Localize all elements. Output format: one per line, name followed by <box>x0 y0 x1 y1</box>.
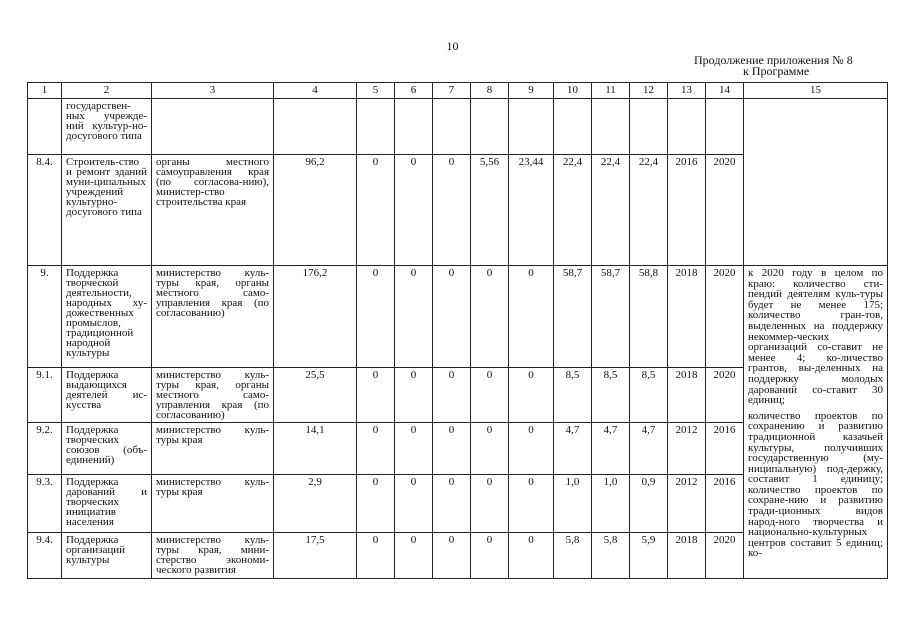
total-funding: 17,5 <box>274 533 357 579</box>
expected-result <box>744 99 888 266</box>
funding-value: 22,4 <box>630 155 668 266</box>
funding-value: 0 <box>433 266 471 368</box>
executor: министерство куль-туры края, органы местного само-управления края (по согласованию) <box>152 368 274 423</box>
start-year <box>668 99 706 155</box>
funding-value: 4,7 <box>554 423 592 475</box>
start-year: 2016 <box>668 155 706 266</box>
executor: органы местного самоуправления края (по согласова-нию), министер-ство строительства края <box>152 155 274 266</box>
funding-value: 0 <box>471 533 509 579</box>
column-header: 4 <box>274 83 357 99</box>
appendix-continuation-title: Продолжение приложения № 8 <box>694 53 853 67</box>
funding-value: 0 <box>395 368 433 423</box>
row-number: 8.4. <box>28 155 62 266</box>
funding-value: 0 <box>433 423 471 475</box>
measure-name: Поддержка выдающихся деятелей ис-кусства <box>62 368 152 423</box>
expected-result-paragraph: к 2020 году в целом по краю: количество сти-пендий деятелям куль-туры будет не менее 175; количество гран-тов, выделенных на поддержку некоммер-ческих организаций со-ставит не менее 4; ко-личество грантов, вы-деленных на поддержку молодых дарований со-ставит 30 единиц; <box>748 267 883 407</box>
column-header: 12 <box>630 83 668 99</box>
funding-value: 0 <box>509 266 554 368</box>
funding-value: 0 <box>395 155 433 266</box>
funding-value: 4,7 <box>592 423 630 475</box>
total-funding: 25,5 <box>274 368 357 423</box>
column-header: 8 <box>471 83 509 99</box>
funding-value: 58,7 <box>592 266 630 368</box>
row-number: 9.3. <box>28 475 62 533</box>
column-header: 9 <box>509 83 554 99</box>
funding-value: 4,7 <box>630 423 668 475</box>
start-year: 2018 <box>668 533 706 579</box>
row-number: 9. <box>28 266 62 368</box>
total-funding: 2,9 <box>274 475 357 533</box>
end-year: 2020 <box>706 533 744 579</box>
measure-name: Поддержка творческой деятельности, народных ху-дожественных промыслов, традиционной народной культуры <box>62 266 152 368</box>
funding-value: 0 <box>509 368 554 423</box>
page-number: 10 <box>446 39 459 53</box>
funding-value: 5,9 <box>630 533 668 579</box>
row-number <box>28 99 62 155</box>
measure-name: Строитель-ство и ремонт зданий муни-ципальных учреждений культурно-досугового типа <box>62 155 152 266</box>
executor <box>152 99 274 155</box>
appendix-program-subtitle: к Программе <box>743 64 810 78</box>
total-funding: 14,1 <box>274 423 357 475</box>
table-row <box>28 99 888 155</box>
row-number: 9.1. <box>28 368 62 423</box>
funding-value <box>471 99 509 155</box>
funding-value: 0 <box>395 475 433 533</box>
total-funding: 96,2 <box>274 155 357 266</box>
start-year: 2012 <box>668 423 706 475</box>
measure-name: Поддержка организаций культуры <box>62 533 152 579</box>
funding-value: 5,8 <box>554 533 592 579</box>
column-number-row <box>28 83 888 99</box>
funding-value: 0 <box>509 533 554 579</box>
funding-value: 0 <box>357 475 395 533</box>
funding-value: 0 <box>395 423 433 475</box>
executor: министерство куль-туры края <box>152 423 274 475</box>
column-header: 2 <box>62 83 152 99</box>
funding-value: 5,8 <box>592 533 630 579</box>
funding-value: 0 <box>357 533 395 579</box>
funding-value <box>395 99 433 155</box>
funding-value: 0,9 <box>630 475 668 533</box>
end-year: 2020 <box>706 368 744 423</box>
executor: министерство куль-туры края, мини-стерство экономи-ческого развития <box>152 533 274 579</box>
funding-value: 8,5 <box>554 368 592 423</box>
start-year: 2012 <box>668 475 706 533</box>
column-header: 6 <box>395 83 433 99</box>
funding-value: 0 <box>357 266 395 368</box>
expected-result <box>744 266 888 579</box>
expected-result-paragraph: количество проектов по сохранению и развитию традиционной казачьей культуры, получивших государственную (му-ниципальную) под-держку, составит 1 единицу; количество проектов по сохране-нию и развитию тради-ционных видов народ-ного творчества и национально-культурных центров составит 5 единиц; ко- <box>748 409 883 560</box>
start-year: 2018 <box>668 266 706 368</box>
column-header: 5 <box>357 83 395 99</box>
measure-name: Поддержка творческих союзов (объ-единений) <box>62 423 152 475</box>
funding-value: 0 <box>471 475 509 533</box>
funding-value: 0 <box>433 475 471 533</box>
column-header: 3 <box>152 83 274 99</box>
column-header: 13 <box>668 83 706 99</box>
end-year: 2020 <box>706 155 744 266</box>
funding-value: 0 <box>357 155 395 266</box>
funding-value <box>554 99 592 155</box>
funding-value: 0 <box>471 423 509 475</box>
column-header: 11 <box>592 83 630 99</box>
funding-value: 22,4 <box>554 155 592 266</box>
funding-value: 22,4 <box>592 155 630 266</box>
funding-value: 0 <box>433 368 471 423</box>
funding-value: 23,44 <box>509 155 554 266</box>
end-year: 2020 <box>706 266 744 368</box>
funding-value: 5,56 <box>471 155 509 266</box>
column-header: 1 <box>28 83 62 99</box>
end-year <box>706 99 744 155</box>
start-year: 2018 <box>668 368 706 423</box>
column-header: 10 <box>554 83 592 99</box>
funding-value: 0 <box>509 423 554 475</box>
executor: министерство куль-туры края <box>152 475 274 533</box>
row-number: 9.4. <box>28 533 62 579</box>
total-funding: 176,2 <box>274 266 357 368</box>
program-measures-table <box>27 82 888 579</box>
funding-value <box>509 99 554 155</box>
end-year: 2016 <box>706 423 744 475</box>
funding-value <box>357 99 395 155</box>
funding-value: 58,7 <box>554 266 592 368</box>
measure-name: государствен-ных учрежде-ний культур-но-досугового типа <box>62 99 152 155</box>
end-year: 2016 <box>706 475 744 533</box>
funding-value: 8,5 <box>630 368 668 423</box>
measure-name: Поддержка дарований и творческих инициатив населения <box>62 475 152 533</box>
funding-value <box>592 99 630 155</box>
funding-value <box>433 99 471 155</box>
column-header: 14 <box>706 83 744 99</box>
table-row <box>28 266 888 368</box>
total-funding <box>274 99 357 155</box>
column-header: 7 <box>433 83 471 99</box>
column-header: 15 <box>744 83 888 99</box>
funding-value: 0 <box>433 155 471 266</box>
funding-value: 0 <box>433 533 471 579</box>
funding-value: 8,5 <box>592 368 630 423</box>
funding-value: 0 <box>357 368 395 423</box>
funding-value: 0 <box>395 533 433 579</box>
funding-value: 1,0 <box>554 475 592 533</box>
funding-value: 58,8 <box>630 266 668 368</box>
row-number: 9.2. <box>28 423 62 475</box>
funding-value: 0 <box>395 266 433 368</box>
funding-value: 1,0 <box>592 475 630 533</box>
funding-value <box>630 99 668 155</box>
funding-value: 0 <box>357 423 395 475</box>
executor: министерство куль-туры края, органы местного само-управления края (по согласованию) <box>152 266 274 368</box>
funding-value: 0 <box>471 368 509 423</box>
funding-value: 0 <box>509 475 554 533</box>
funding-value: 0 <box>471 266 509 368</box>
